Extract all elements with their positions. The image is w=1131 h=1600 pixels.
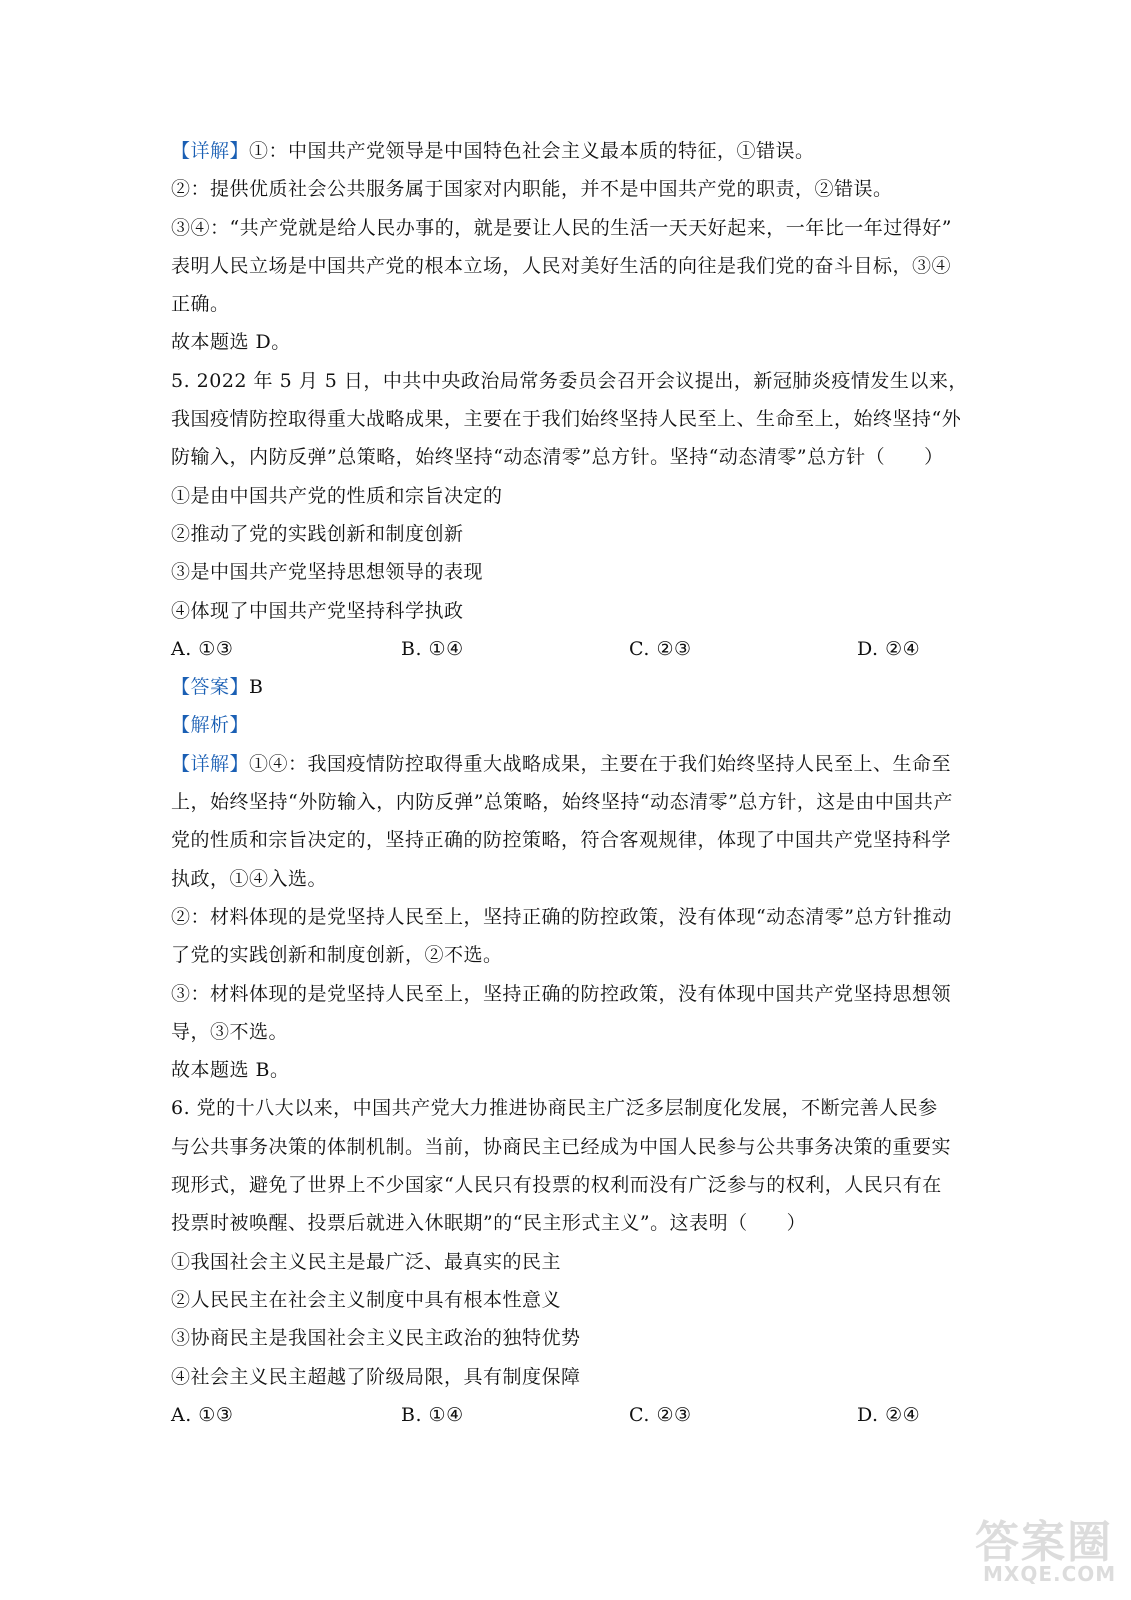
answer-value: B <box>249 676 264 699</box>
detail-text: ①④：我国疫情防控取得重大战略成果，主要在于我们始终坚持人民至上、生命至 <box>249 752 952 775</box>
question-6-stem: 6. 党的十八大以来，中国共产党大力推进协商民主广泛多层制度化发展，不断完善人民参 <box>171 1097 938 1120</box>
analysis-line <box>171 706 961 744</box>
detail-line: ③④：“共产党就是给人民办事的，就是要让人民的生活一天天好起来，一年比一年过得好” <box>171 216 952 239</box>
option-b: B. ①④ <box>401 1403 464 1426</box>
detail-line <box>171 745 961 783</box>
option-d: D. ②④ <box>857 1403 921 1426</box>
option-c: C. ②③ <box>629 1403 692 1426</box>
watermark-text: 答案圈 <box>975 1517 1113 1568</box>
question-5-options <box>171 630 961 668</box>
question-6-item: ②人民民主在社会主义制度中具有根本性意义 <box>171 1288 562 1311</box>
detail-line: ②：提供优质社会公共服务属于国家对内职能，并不是中国共产党的职责，②错误。 <box>171 178 893 201</box>
detail-line: 了党的实践创新和制度创新，②不选。 <box>171 944 503 967</box>
watermark-url: MXQE.COM <box>983 1562 1117 1586</box>
option-d: D. ②④ <box>857 637 921 660</box>
option-a: A. ①③ <box>171 1403 234 1426</box>
question-5-item: ③是中国共产党坚持思想领导的表现 <box>171 561 484 584</box>
question-6-stem: 投票时被唤醒、投票后就进入休眠期”的“民主形式主义”。这表明（ ） <box>171 1212 807 1235</box>
answer-line <box>171 668 961 706</box>
detail-line: 导，③不选。 <box>171 1020 289 1043</box>
detail-line <box>171 132 961 170</box>
question-6-item: ④社会主义民主超越了阶级局限，具有制度保障 <box>171 1365 581 1388</box>
exam-page <box>171 132 968 1434</box>
detail-line: 党的性质和宗旨决定的，坚持正确的防控策略，符合客观规律，体现了中国共产党坚持科学 <box>171 829 952 852</box>
question-5-stem: 5. 2022 年 5 月 5 日，中共中央政治局常务委员会召开会议提出，新冠肺炎疫情发生以来， <box>171 369 968 392</box>
detail-line: ②：材料体现的是党坚持人民至上，坚持正确的防控政策，没有体现“动态清零”总方针推动 <box>171 905 952 928</box>
detail-line: 表明人民立场是中国共产党的根本立场，人民对美好生活的向往是我们党的奋斗目标，③④ <box>171 254 952 277</box>
question-5-item: ②推动了党的实践创新和制度创新 <box>171 522 464 545</box>
question-6-stem: 现形式，避免了世界上不少国家“人民只有投票的权利而没有广泛参与的权利，人民只有在 <box>171 1174 942 1197</box>
question-6-options <box>171 1396 961 1434</box>
question-5-item: ①是由中国共产党的性质和宗旨决定的 <box>171 484 503 507</box>
conclusion-line: 故本题选 D。 <box>171 331 291 354</box>
question-6-stem: 与公共事务决策的体制机制。当前，协商民主已经成为中国人民参与公共事务决策的重要实 <box>171 1135 952 1158</box>
detail-tag: 【详解】 <box>171 752 250 775</box>
option-c: C. ②③ <box>629 637 692 660</box>
option-a: A. ①③ <box>171 637 234 660</box>
analysis-tag: 【解析】 <box>171 714 250 737</box>
question-5-stem: 防输入，内防反弹”总策略，始终坚持“动态清零”总方针。坚持“动态清零”总方针（ ） <box>171 446 944 469</box>
option-b: B. ①④ <box>401 637 464 660</box>
question-5-item: ④体现了中国共产党坚持科学执政 <box>171 599 464 622</box>
detail-line: 执政，①④入选。 <box>171 867 328 890</box>
conclusion-line: 故本题选 B。 <box>171 1059 290 1082</box>
detail-text: ①：中国共产党领导是中国特色社会主义最本质的特征，①错误。 <box>249 140 815 162</box>
detail-line: ③：材料体现的是党坚持人民至上，坚持正确的防控政策，没有体现中国共产党坚持思想领 <box>171 982 952 1005</box>
question-6-item: ③协商民主是我国社会主义民主政治的独特优势 <box>171 1327 581 1350</box>
watermark-logo <box>975 1506 1125 1596</box>
detail-line: 上，始终坚持“外防输入，内防反弹”总策略，始终坚持“动态清零”总方针，这是由中国共产 <box>171 791 953 814</box>
question-6-item: ①我国社会主义民主是最广泛、最真实的民主 <box>171 1250 562 1273</box>
question-5-stem: 我国疫情防控取得重大战略成果，主要在于我们始终坚持人民至上、生命至上，始终坚持“外 <box>171 408 962 431</box>
detail-line: 正确。 <box>171 293 230 316</box>
answer-tag: 【答案】 <box>171 676 250 699</box>
detail-tag: 【详解】 <box>171 140 250 162</box>
